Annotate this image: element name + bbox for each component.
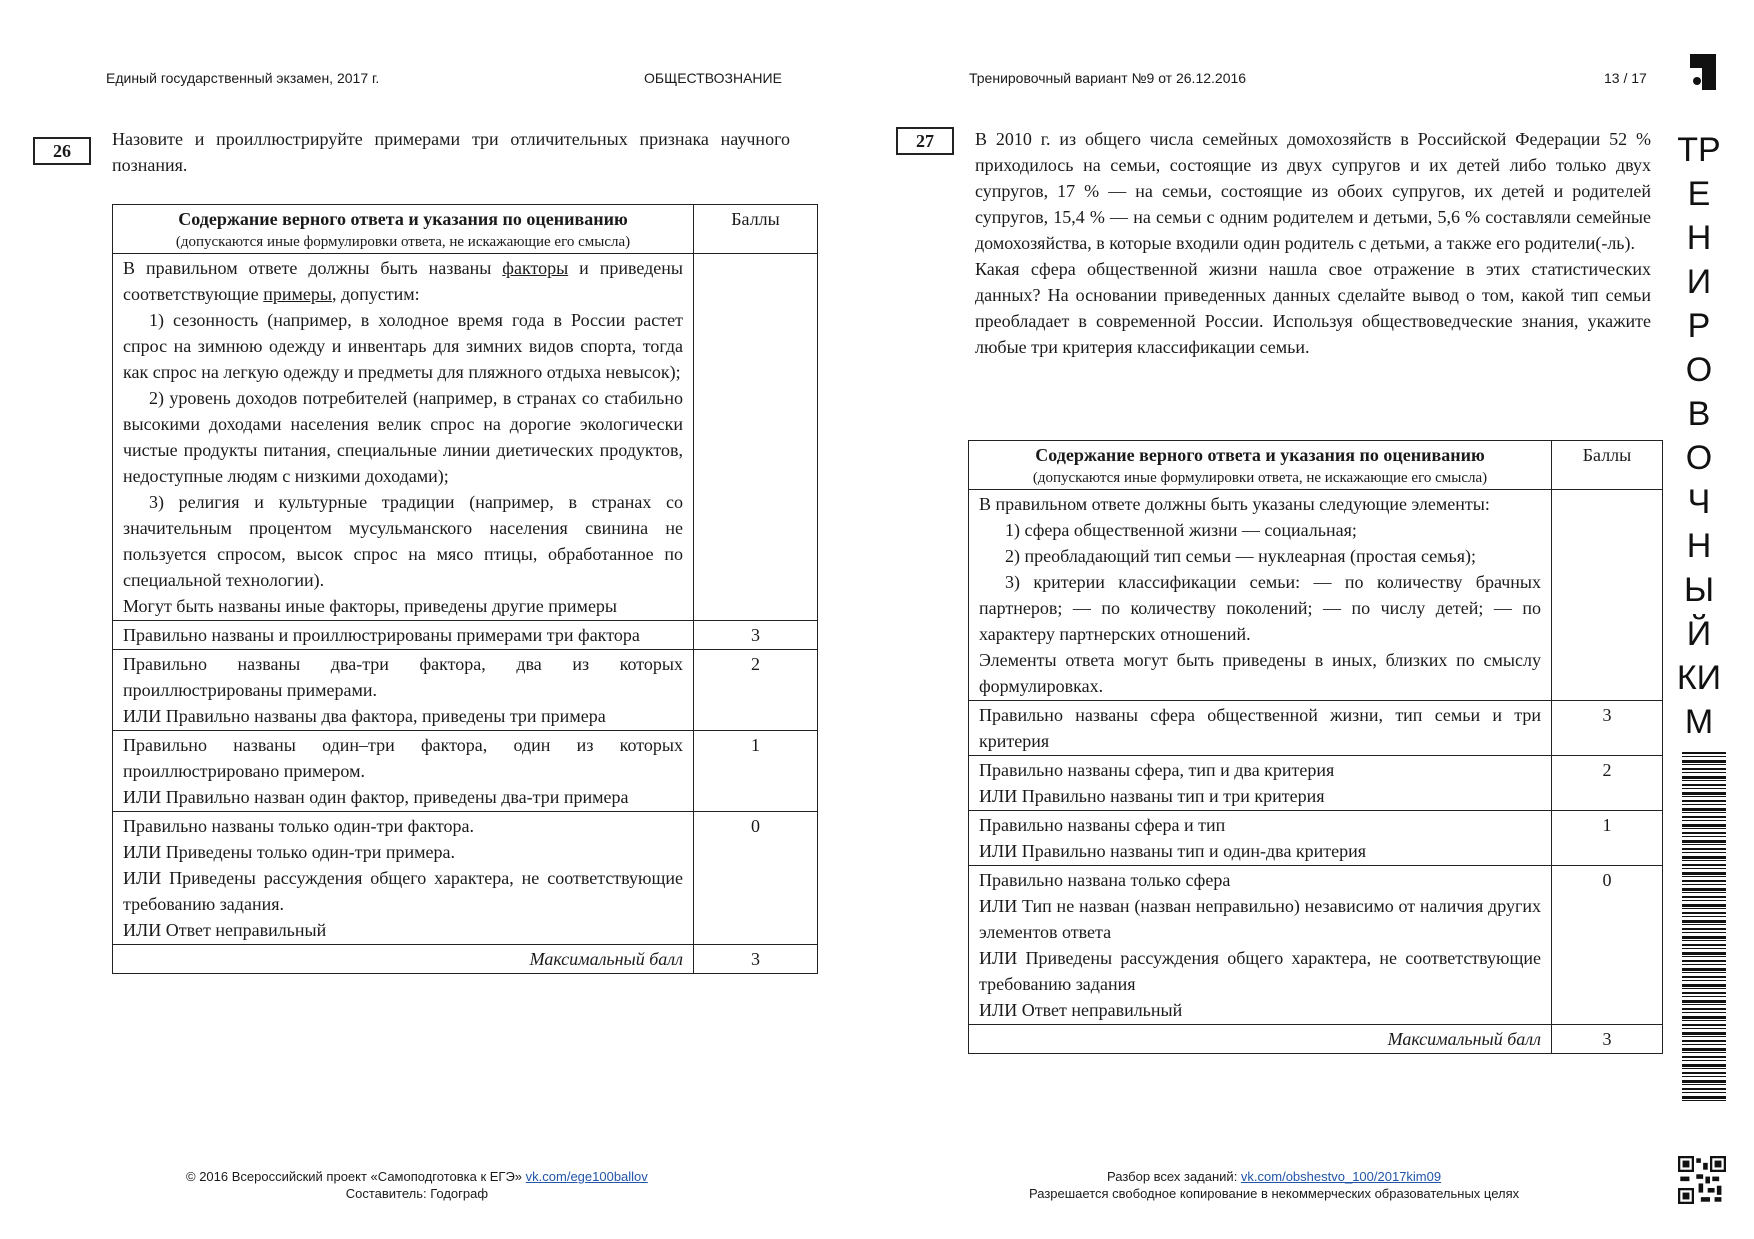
side-label-letter: М [1684,703,1714,741]
task-26-table [112,204,818,974]
criteria-line: ИЛИ Приведены рассуждения общего характера, не соответствующие требованию задания [979,948,1541,994]
criteria-row [113,621,818,650]
footer-author: Составитель: Годограф [345,1186,489,1201]
criteria-line: ИЛИ Правильно названы тип и один-два критерия [979,841,1367,861]
answer-item-3: 3) критерии классификации семьи: — по количеству брачных партнеров; — по количеству поколений; — по числу детей; — по характеру партнерских отношений. [979,572,1541,644]
criteria-points: 1 [694,731,818,812]
footer-right [1029,1168,1519,1202]
table-header-row [969,441,1663,490]
side-label-letter: В [1687,395,1711,433]
answer-item-2: 2) преобладающий тип семьи — нуклеарная (простая семья); [1005,546,1477,566]
criteria-points: 0 [1552,866,1663,1025]
task-27-prompt-question: Какая сфера общественной жизни нашла свое отражение в этих статистических данных? На основании приведенных данных сделайте вывод о том, какой тип семьи преобладает в современной России. Используя обществоведческие знания, укажите любые три критерия классификации семьи. [975,259,1651,357]
max-score-row [113,945,818,974]
answer-item-2: 2) уровень доходов потребителей (например, в странах со стабильно высокими доходами населения велик спрос на дорогие экологически чистые продукты питания, специальные линии диетических продуктов, недоступные людям с низкими доходами); [123,388,683,486]
criteria-row [113,650,818,731]
header-content-title: Содержание верного ответа и указания по оцениванию [1035,445,1485,465]
answer-intro: В правильном ответе должны быть указаны следующие элементы: [979,494,1490,514]
side-label [1668,128,1730,744]
answer-item-1: 1) сфера общественной жизни — социальная; [1005,520,1357,540]
footer-solutions-link[interactable]: vk.com/obshestvo_100/2017kim09 [1240,1169,1442,1184]
criteria-line: ИЛИ Правильно назван один фактор, приведены два-три примера [123,787,629,807]
task-27-prompt [975,126,1651,360]
criteria-row [113,812,818,945]
header-content-note: (допускаются иные формулировки ответа, не искажающие его смысла) [1032,470,1488,486]
criteria-line: ИЛИ Тип не назван (назван неправильно) независимо от наличия других элементов ответа [979,896,1541,942]
header-score: Баллы [1552,441,1663,490]
side-label-letter: Е [1687,175,1711,213]
criteria-line: Правильно названы сфера общественной жизни, тип семьи и три критерия [979,705,1541,751]
criteria-text [113,650,694,731]
answer-intro [123,255,683,307]
footer-left [186,1168,648,1202]
answer-row [969,490,1663,701]
side-label-letter: Р [1687,307,1711,345]
header-content-cell [969,441,1552,490]
task-26-number: 26 [33,137,91,165]
header-content-note: (допускаются иные формулировки ответа, не искажающие его смысла) [175,234,631,250]
answer-cell [969,490,1552,701]
criteria-line: ИЛИ Правильно названы тип и три критерия [979,786,1325,806]
answer-intro-factors: факторы [502,258,569,278]
side-label-letter: О [1685,439,1713,477]
answer-score-cell [694,254,818,621]
task-26-prompt: Назовите и проиллюстрируйте примерами три отличительных признака научного познания. [112,129,790,175]
criteria-line: ИЛИ Правильно названы два фактора, приведены три примера [123,706,606,726]
criteria-line: ИЛИ Приведены рассуждения общего характера, не соответствующие требованию задания. [123,868,683,914]
criteria-row [969,811,1663,866]
side-label-letter: КИ [1676,659,1722,697]
barcode [1682,752,1726,1102]
task-27-prompt-data: В 2010 г. из общего числа семейных домохозяйств в Российской Федерации 52 % приходилось на семьи, состоящие из двух супругов и их детей либо только двух супругов, 17 % — на семьи, состоящие из обоих супругов, их детей и родителей супругов, 15,4 % — на семьи с одним родителем и детьми, 5,6 % составляли семейные домохозяйства, в которые входили один родитель с детьми, а также его родители(-ль). [975,129,1651,253]
criteria-text [969,701,1552,756]
footer-license: Разрешается свободное копирование в некоммерческих образовательных целях [1029,1186,1520,1201]
footer-solutions-label: Разбор всех заданий: [1107,1169,1241,1184]
criteria-text [113,731,694,812]
answer-item-1: 1) сезонность (например, в холодное время года в России растет спрос на зимнюю одежду и инвентарь для зимних видов спорта, тогда как спрос на легкую одежду и предметы для пляжного отдыха невысок); [123,310,683,382]
answer-intro-text: , допустим: [332,284,420,304]
header-subject: ОБЩЕСТВОЗНАНИЕ [644,70,782,86]
criteria-text [969,866,1552,1025]
criteria-row [113,731,818,812]
criteria-line: Правильно названы два-три фактора, два из которых проиллюстрированы примерами. [123,654,683,700]
header-exam: Единый государственный экзамен, 2017 г. [106,70,380,86]
answer-outro: Элементы ответа могут быть приведены в иных, близких по смыслу формулировках. [979,650,1541,696]
side-label-letter: Ч [1687,483,1711,521]
header-page: 13 / 17 [1604,70,1647,86]
criteria-line: ИЛИ Ответ неправильный [123,920,327,940]
side-label-letter: И [1686,263,1712,301]
criteria-text [113,812,694,945]
answer-row [113,254,818,621]
max-score-value: 3 [694,945,818,974]
criteria-points: 2 [694,650,818,731]
answer-cell [113,254,694,621]
side-label-letter: Й [1686,615,1712,653]
footer-vk-link[interactable]: vk.com/ege100ballov [525,1169,648,1184]
criteria-text [969,756,1552,811]
answer-item-3: 3) религия и культурные традиции (например, в странах со значительным процентом мусульманского населения свинина не пользуется спросом, высок спрос на мясо птицы, обработанное по специальной технологии). [123,492,683,590]
task-27-table [968,440,1663,1054]
criteria-points: 1 [1552,811,1663,866]
criteria-text [113,621,694,650]
criteria-row [969,756,1663,811]
criteria-line: Правильно названы сфера, тип и два критерия [979,760,1335,780]
logo-icon [1690,54,1716,90]
answer-intro-text: и приведены соответствующие [123,258,683,304]
criteria-points: 3 [694,621,818,650]
criteria-points: 0 [694,812,818,945]
task-27-number: 27 [896,127,954,155]
answer-score-cell [1552,490,1663,701]
header-content-cell [113,205,694,254]
criteria-line: Правильно названы один–три фактора, один из которых проиллюстрировано примером. [123,735,683,781]
max-score-label: Максимальный балл [969,1025,1552,1054]
criteria-line: Правильно названа только сфера [979,870,1231,890]
header-content-title: Содержание верного ответа и указания по оцениванию [178,209,628,229]
side-label-letter: Н [1686,219,1712,257]
criteria-line: Правильно названы только один-три фактора. [123,816,474,836]
criteria-row [969,866,1663,1025]
side-label-letter: ТР [1677,131,1721,169]
header-score: Баллы [694,205,818,254]
side-label-letter: О [1685,351,1713,389]
answer-intro-text: В правильном ответе должны быть названы [123,258,503,278]
max-score-label: Максимальный балл [113,945,694,974]
criteria-points: 3 [1552,701,1663,756]
qr-code-icon [1678,1156,1726,1204]
criteria-points: 2 [1552,756,1663,811]
criteria-line: Правильно названы и проиллюстрированы примерами три фактора [123,625,640,645]
criteria-text [969,811,1552,866]
criteria-line: ИЛИ Ответ неправильный [979,1000,1183,1020]
table-header-row [113,205,818,254]
side-label-letter: Ы [1683,571,1715,609]
answer-outro: Могут быть названы иные факторы, приведены другие примеры [123,596,618,616]
criteria-row [969,701,1663,756]
answer-intro-examples: примеры [263,284,333,304]
criteria-line: Правильно названы сфера и тип [979,815,1226,835]
side-label-letter: Н [1686,527,1712,565]
header-variant: Тренировочный вариант №9 от 26.12.2016 [969,70,1247,86]
footer-copyright: © 2016 Всероссийский проект «Самоподготовка к ЕГЭ» [186,1169,526,1184]
max-score-row [969,1025,1663,1054]
max-score-value: 3 [1552,1025,1663,1054]
criteria-line: ИЛИ Приведены только один-три примера. [123,842,456,862]
